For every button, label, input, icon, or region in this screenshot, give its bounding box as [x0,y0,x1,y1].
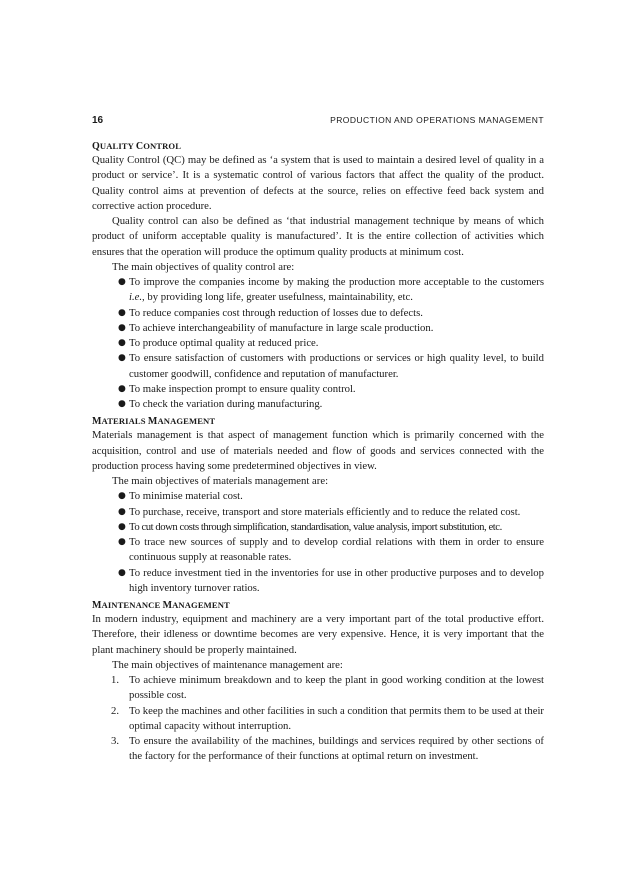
list-number: 3. [111,735,120,747]
bullet-icon: ● [118,491,126,502]
list-item: ● To ensure satisfaction of customers with productions or services or high quality level, to build customer goodwill, confidence and reputation of manufacturer. [118,352,544,380]
materials-management-objectives-intro: The main objectives of materials management are: [112,475,329,487]
page-number: 16 [92,115,104,126]
list-item: ● To trace new sources of supply and to develop cordial relations with them in order to ensure continuous supply at reasonable rates. [118,536,544,564]
section-heading-materials-management: MATERIALS MANAGEMENT [92,416,216,428]
running-title: PRODUCTION AND OPERATIONS MANAGEMENT [330,115,544,125]
bullet-icon: ● [118,537,126,547]
materials-management-paragraph-1: Materials management is that aspect of management function which is primarily concerned with the acquisition, control and use of materials needed and flow of goods and services connected with the production process having some predetermined objectives in view. [92,429,544,472]
section-heading-quality-control: QUALITY CONTROL [92,141,182,152]
materials-management-objectives-list [92,489,544,596]
quality-control-paragraph-1: Quality Control (QC) may be defined as ‘a system that is used to maintain a desired level of quality in a product or service’. It is a systematic control of various factors that affect the quality of the product. Quality control aims at prevention of defects at the source, relies on effective feed back system and corrective action procedure. [92,154,544,212]
bullet-icon: ● [118,399,126,409]
page-header [92,115,544,129]
list-item: ● To reduce companies cost through reduction of losses due to defects. [92,306,544,321]
list-item: ● To check the variation during manufacturing. [92,397,544,412]
bullet-icon: ● [118,338,126,348]
bullet-icon: ● [118,383,126,394]
list-item: 1. To achieve minimum breakdown and to keep the plant in good working condition at the lowest possible cost. [111,674,544,702]
quality-control-objectives-intro: The main objectives of quality control are: [112,260,295,273]
maintenance-management-paragraph-1: In modern industry, equipment and machinery are a very important part of the total productive effort. Therefore, their idleness or downtime becomes are very expensive. Hence, it is very important that the plant machinery should be properly maintained. [92,613,544,656]
bullet-icon: ● [118,567,126,578]
bullet-icon: ● [118,521,126,532]
list-item: ● To achieve interchangeability of manufacture in large scale production. [92,321,544,336]
list-item: ● To produce optimal quality at reduced price. [92,336,544,351]
list-item: ● To make inspection prompt to ensure quality control. [92,382,544,397]
bullet-icon: ● [118,322,126,333]
list-item: ● To improve the companies income by making the production more acceptable to the customers i.e., by providing long life, greater usefulness, maintainability, etc. [118,276,544,304]
list-number: 2. [111,704,120,717]
quality-control-paragraph-2: Quality control can also be defined as ‘that industrial management technique by means of which product of uniform acceptable quality is manufactured’. It is the entire collection of activities which ensures that the operation will produce the optimum quality products at minimum cost. [92,215,544,258]
list-item: ● To purchase, receive, transport and store materials efficiently and to reduce the related cost. [92,505,544,520]
bullet-icon: ● [118,277,126,287]
list-item: ● To cut down costs through simplification, standardisation, value analysis, import substitution, etc. [92,520,544,535]
maintenance-management-objectives-intro: The main objectives of maintenance management are: [112,658,343,671]
bullet-icon: ● [118,506,126,517]
page-content [92,140,544,765]
section-heading-maintenance-management: MAINTENANCE MANAGEMENT [92,600,230,611]
bullet-icon: ● [118,307,126,318]
list-item: 3. To ensure the availability of the machines, buildings and services required by other sections of the factory for the performance of their functions at optimal return on investment. [111,735,544,763]
bullet-icon: ● [118,353,126,364]
quality-control-objectives-list [92,275,544,412]
list-item: ● To reduce investment tied in the inventories for use in other productive purposes and to develop high inventory turnover ratios. [118,566,544,594]
maintenance-management-objectives-list [92,673,544,765]
list-item: 2. To keep the machines and other facilities in such a condition that permits them to be used at their optimal capacity without interruption. [111,704,544,732]
list-number: 1. [111,674,120,686]
list-item: ● To minimise material cost. [92,489,544,504]
